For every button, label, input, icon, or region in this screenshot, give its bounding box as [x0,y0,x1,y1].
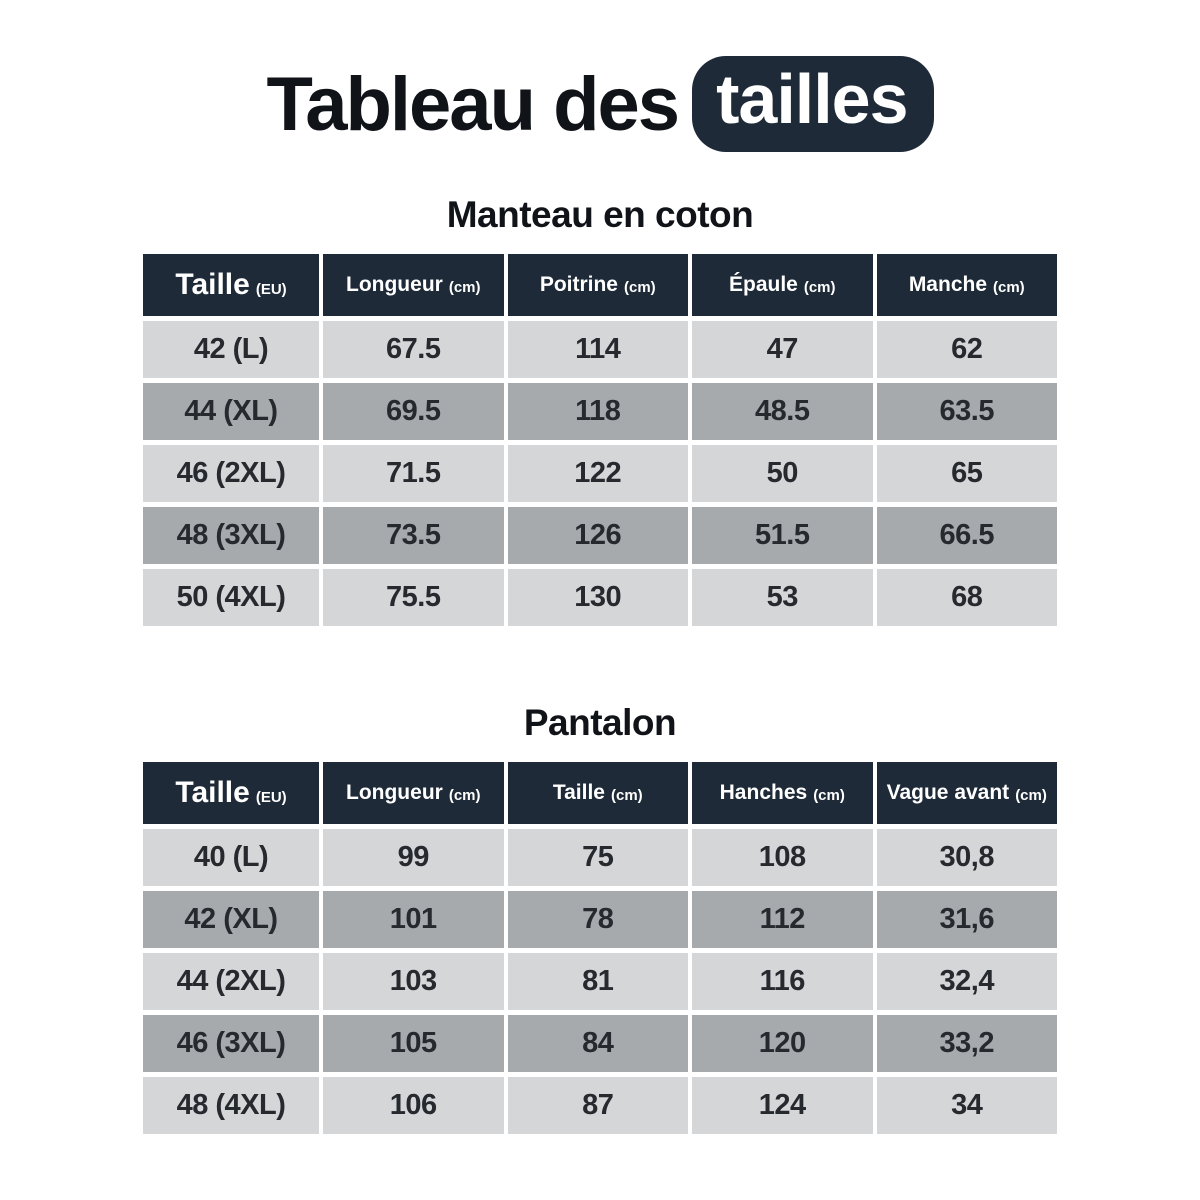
column-header [692,254,873,316]
column-header [143,254,319,316]
measurement-cell: 106 [323,1077,504,1134]
size-label-cell: 46 (3XL) [143,1015,319,1072]
measurement-cell: 33,2 [877,1015,1058,1072]
column-header-label: Taille [552,781,605,804]
column-header-unit: (cm) [993,278,1025,296]
column-header [323,762,504,824]
measurement-cell: 32,4 [877,953,1058,1010]
measurement-cell: 68 [877,569,1058,626]
measurement-cell: 103 [323,953,504,1010]
page-title [0,58,1200,150]
column-header-unit: (cm) [1015,786,1047,804]
measurement-cell: 65 [877,445,1058,502]
column-header [508,254,689,316]
column-header [877,254,1058,316]
column-header-unit: (EU) [255,788,287,806]
column-header [323,254,504,316]
column-header-label: Épaule [728,273,798,296]
size-label-cell: 40 (L) [143,829,319,886]
measurement-cell: 114 [508,321,689,378]
measurement-cell: 75 [508,829,689,886]
measurement-cell: 84 [508,1015,689,1072]
size-label-cell: 46 (2XL) [143,445,319,502]
page-title-text: Tableau des [266,61,679,147]
measurement-cell: 81 [508,953,689,1010]
size-label-cell: 42 (L) [143,321,319,378]
size-label-cell: 50 (4XL) [143,569,319,626]
column-header-unit: (cm) [803,278,836,296]
measurement-cell: 51.5 [692,507,873,564]
pants-size-table [143,762,1057,1134]
size-label-cell: 42 (XL) [143,891,319,948]
measurement-cell: 69.5 [323,383,504,440]
column-header-label: Vague avant [886,781,1010,804]
title-highlight-pill: tailles [692,56,933,152]
column-header [692,762,873,824]
measurement-cell: 47 [692,321,873,378]
column-header-unit: (cm) [610,786,643,804]
column-header-label: Longueur [346,273,443,296]
column-header [508,762,689,824]
measurement-cell: 99 [323,829,504,886]
measurement-cell: 108 [692,829,873,886]
column-header-unit: (cm) [448,786,481,804]
measurement-cell: 67.5 [323,321,504,378]
column-header-label: Longueur [346,781,443,804]
column-header-unit: (cm) [448,278,481,296]
size-label-cell: 48 (4XL) [143,1077,319,1134]
measurement-cell: 63.5 [877,383,1058,440]
measurement-cell: 87 [508,1077,689,1134]
measurement-cell: 112 [692,891,873,948]
measurement-cell: 48.5 [692,383,873,440]
column-header-label: Taille [175,776,250,809]
measurement-cell: 50 [692,445,873,502]
measurement-cell: 34 [877,1077,1058,1134]
measurement-cell: 78 [508,891,689,948]
measurement-cell: 62 [877,321,1058,378]
column-header-unit: (cm) [624,278,656,296]
column-header-unit: (EU) [255,280,287,298]
column-header-label: Taille [175,268,250,301]
column-header [143,762,319,824]
section-title-coat: Manteau en coton [446,194,754,235]
measurement-cell: 118 [508,383,689,440]
measurement-cell: 31,6 [877,891,1058,948]
measurement-cell: 126 [508,507,689,564]
size-label-cell: 44 (2XL) [143,953,319,1010]
coat-size-table [143,254,1057,626]
size-label-cell: 44 (XL) [143,383,319,440]
measurement-cell: 105 [323,1015,504,1072]
column-header [877,762,1058,824]
measurement-cell: 73.5 [323,507,504,564]
column-header-label: Manche [908,273,987,296]
measurement-cell: 30,8 [877,829,1058,886]
column-header-label: Hanches [719,781,808,804]
measurement-cell: 101 [323,891,504,948]
measurement-cell: 75.5 [323,569,504,626]
size-label-cell: 48 (3XL) [143,507,319,564]
section-title-pants: Pantalon [523,702,677,743]
measurement-cell: 130 [508,569,689,626]
measurement-cell: 120 [692,1015,873,1072]
measurement-cell: 71.5 [323,445,504,502]
column-header-unit: (cm) [813,786,845,804]
measurement-cell: 122 [508,445,689,502]
measurement-cell: 53 [692,569,873,626]
measurement-cell: 124 [692,1077,873,1134]
measurement-cell: 66.5 [877,507,1058,564]
column-header-label: Poitrine [539,273,618,296]
measurement-cell: 116 [692,953,873,1010]
